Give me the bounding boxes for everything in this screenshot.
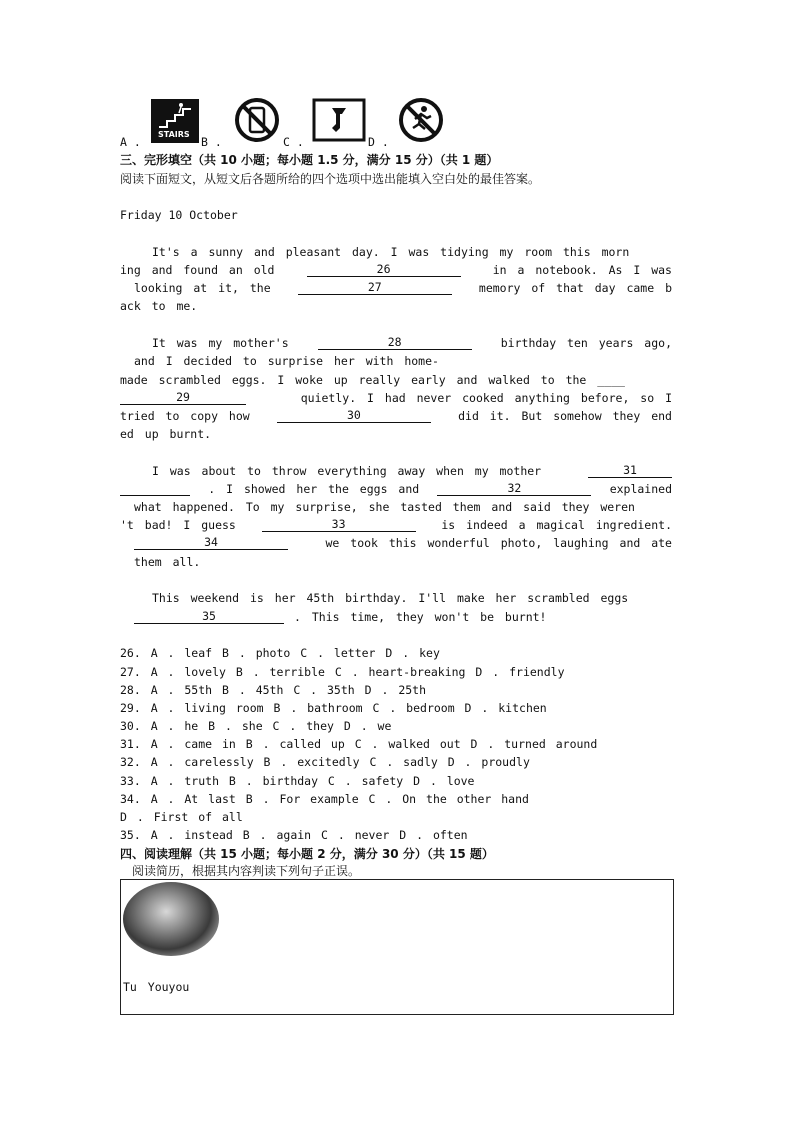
p2-line4 bbox=[120, 391, 672, 405]
question-31: 31. A . came in B . called up C . walked out D . turned around bbox=[120, 737, 598, 751]
blank-30: 30 bbox=[277, 409, 431, 423]
option-a-label: A . bbox=[120, 135, 141, 149]
option-d-label: D . bbox=[368, 135, 389, 149]
stairs-sign-icon bbox=[151, 99, 199, 143]
blank-32: 32 bbox=[437, 482, 591, 496]
question-34: 34. A . At last B . For example C . On the other hand bbox=[120, 792, 529, 806]
blank-27: 27 bbox=[298, 281, 452, 295]
blank-33: 33 bbox=[262, 518, 416, 532]
p3-line1-a: I was about to throw everything away when my mother bbox=[152, 464, 542, 478]
p2-line1-a: It was my mother's bbox=[152, 336, 289, 350]
p3-line5 bbox=[134, 536, 672, 550]
section3-instruction: 阅读下面短文，从短文后各题所给的四个选项中选出能填入空白处的最佳答案。 bbox=[120, 172, 541, 186]
p1-line4: ack to me. bbox=[120, 299, 198, 313]
resume-box bbox=[120, 879, 674, 1015]
p3-line2-c: explained bbox=[609, 482, 672, 496]
p2-line6: ed up burnt. bbox=[120, 427, 212, 441]
stop-hand-sign-icon bbox=[312, 98, 366, 142]
blank-31-continued bbox=[120, 482, 190, 496]
p3-line3: what happened. To my surprise, she tasted them and said they weren bbox=[134, 500, 635, 514]
p3-line6: them all. bbox=[134, 555, 201, 569]
no-phone-icon bbox=[234, 97, 280, 143]
p3-line4-a: 't bad! I guess bbox=[120, 518, 236, 532]
option-b-label: B . bbox=[201, 135, 222, 149]
p2-line2: and I decided to surprise her with home- bbox=[134, 354, 439, 368]
p1-line3-a: looking at it, the bbox=[134, 281, 271, 295]
p3-line5-b: we took this wonderful photo, laughing and ate bbox=[325, 536, 672, 550]
p2-line5-b: did it. But somehow they end bbox=[458, 409, 672, 423]
section3-heading: 三、完形填空（共 10 小题；每小题 1.5 分，满分 15 分）（共 1 题） bbox=[120, 153, 499, 167]
blank-31: 31 bbox=[588, 464, 672, 478]
p3-line4 bbox=[120, 518, 672, 532]
blank-26: 26 bbox=[307, 263, 461, 277]
p3-line2-b: . I showed her the eggs and bbox=[208, 482, 420, 496]
question-34-option-d: D . First of all bbox=[120, 810, 243, 824]
p2-line5 bbox=[120, 409, 672, 423]
p1-line2-b: in a notebook. As I was bbox=[492, 263, 672, 277]
blank-35: 35 bbox=[134, 610, 284, 624]
p3-line2 bbox=[120, 482, 672, 496]
question-32: 32. A . carelessly B . excitedly C . sadly D . proudly bbox=[120, 755, 530, 769]
p1-line2-a: ing and found an old bbox=[120, 263, 275, 277]
section4-heading: 四、阅读理解（共 15 小题；每小题 2 分，满分 30 分）（共 15 题） bbox=[120, 847, 494, 861]
question-30: 30. A . he B . she C . they D . we bbox=[120, 719, 392, 733]
resume-name: Tu Youyou bbox=[123, 980, 190, 994]
p1-line2 bbox=[120, 263, 672, 277]
no-running-icon bbox=[397, 97, 445, 143]
p1-line3 bbox=[134, 281, 672, 295]
p1-line1: It's a sunny and pleasant day. I was tidying my room this morn bbox=[152, 245, 630, 259]
question-28: 28. A . 55th B . 45th C . 35th D . 25th bbox=[120, 683, 427, 697]
question-33: 33. A . truth B . birthday C . safety D . love bbox=[120, 774, 475, 788]
p4-line1: This weekend is her 45th birthday. I'll make her scrambled eggs bbox=[152, 591, 629, 605]
p2-line1-b: birthday ten years ago, bbox=[500, 336, 672, 350]
p4-line2 bbox=[134, 610, 546, 624]
diary-date: Friday 10 October bbox=[120, 208, 238, 222]
blank-29: 29 bbox=[120, 391, 246, 405]
portrait-photo bbox=[123, 882, 219, 956]
p2-line5-a: tried to copy how bbox=[120, 409, 250, 423]
question-26: 26. A . leaf B . photo C . letter D . key bbox=[120, 646, 440, 660]
question-27: 27. A . lovely B . terrible C . heart-breaking D . friendly bbox=[120, 665, 565, 679]
p2-line3: made scrambled eggs. I woke up really early and walked to the ____ bbox=[120, 373, 625, 387]
p4-line2-b: . This time, they won't be burnt! bbox=[294, 610, 547, 624]
blank-28: 28 bbox=[318, 336, 472, 350]
p1-line3-b: memory of that day came b bbox=[478, 281, 672, 295]
p2-line1 bbox=[152, 336, 672, 350]
stairs-sign-text: STAIRS bbox=[158, 130, 190, 139]
p3-line1 bbox=[152, 464, 672, 478]
p2-line4-b: quietly. I had never cooked anything before, so I bbox=[300, 391, 672, 405]
question-35: 35. A . instead B . again C . never D . often bbox=[120, 828, 468, 842]
section4-instruction: 阅读简历，根据其内容判读下列句子正误。 bbox=[132, 864, 361, 878]
blank-34: 34 bbox=[134, 536, 288, 550]
question-29: 29. A . living room B . bathroom C . bedroom D . kitchen bbox=[120, 701, 547, 715]
option-c-label: C . bbox=[283, 135, 304, 149]
p3-line4-b: is indeed a magical ingredient. bbox=[441, 518, 672, 532]
